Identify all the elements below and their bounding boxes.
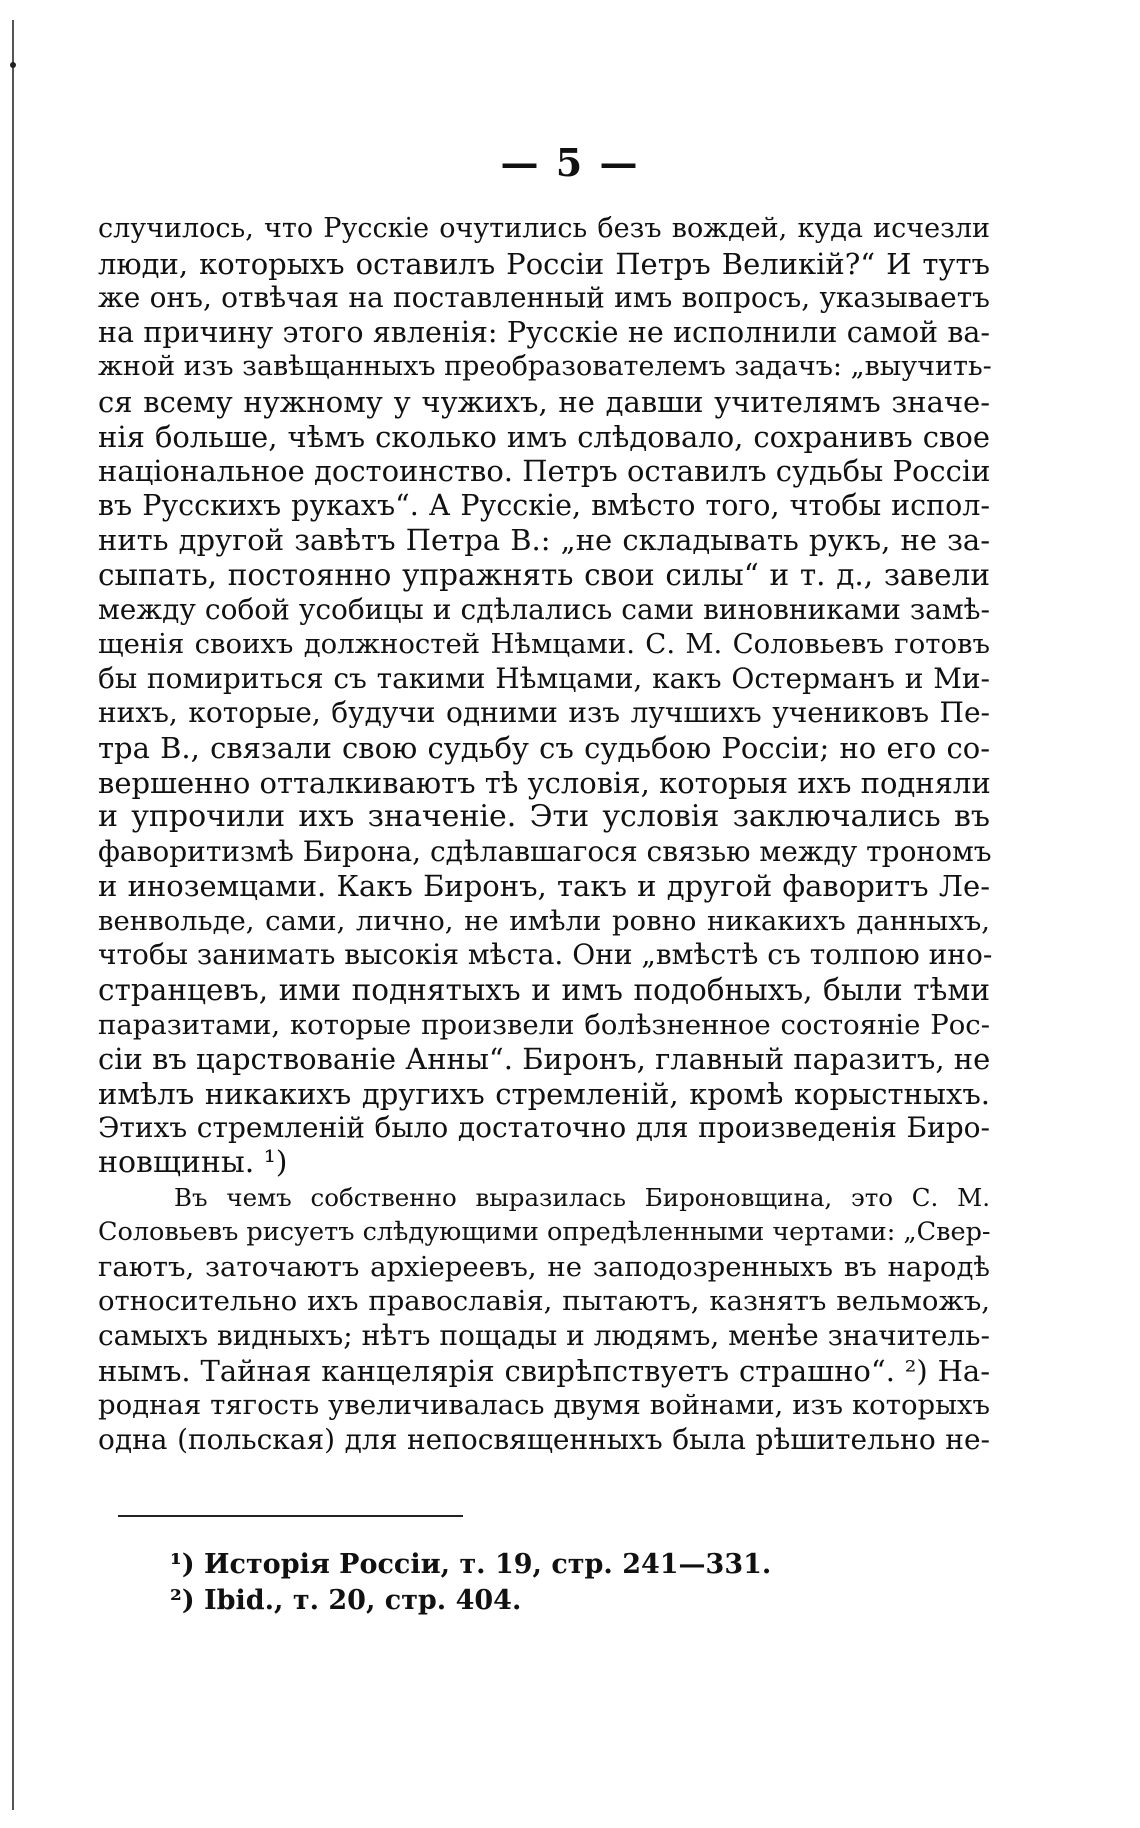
- text-line: случилось, что Русскіе очутились безъ вождей, куда исчезли: [98, 213, 990, 244]
- text-line: паразитами, которые произвели болѣзненное состояніе Рос-: [98, 1008, 990, 1041]
- footnotes: [170, 1547, 970, 1619]
- text-line: нія больше, чѣмъ сколько имъ слѣдовало, сохранивъ свое: [98, 419, 990, 454]
- text-line: люди, которыхъ оставилъ Россіи Петръ Великій?“ И тутъ: [98, 246, 990, 281]
- text-line: странцевъ, ими поднятыхъ и имъ подобныхъ, были тѣми: [98, 973, 990, 1008]
- text-line: Соловьевъ рисуетъ слѣдующими опредѣленными чертами: „Свер-: [98, 1217, 991, 1248]
- text-line: же онъ, отвѣчая на поставленный имъ вопросъ, указываетъ: [98, 281, 990, 315]
- text-line: національное достоинство. Петръ оставилъ судьбы Россіи: [98, 454, 991, 489]
- text-line: жной изъ завѣщанныхъ преобразователемъ задачъ: „выучить-: [98, 351, 992, 383]
- text-line: чтобы занимать высокія мѣста. Они „вмѣстѣ съ толпою ино-: [98, 938, 993, 972]
- page-number: — 5 —: [500, 140, 640, 185]
- text-line: между собой усобицы и сдѣлались сами виновниками замѣ-: [98, 592, 990, 626]
- text-line: новщины. ¹): [98, 1145, 288, 1181]
- text-line: тра В., связали свою судьбу съ судьбою Россіи; но его со-: [98, 730, 990, 765]
- text-line: гаютъ, заточаютъ архіереевъ, не заподозренныхъ въ народѣ: [98, 1250, 990, 1283]
- text-line: Этихъ стремленій было достаточно для произведенія Биро-: [98, 1111, 990, 1145]
- text-line: и упрочили ихъ значеніе. Эти условія заключались въ: [98, 799, 990, 835]
- text-line: бы помириться съ такими Нѣмцами, какъ Остерманъ и Ми-: [98, 661, 990, 695]
- text-line: фаворитизмѣ Бирона, сдѣлавшагося связью между трономъ: [98, 834, 992, 868]
- text-line: на причину этого явленія: Русскіе не исполнили самой ва-: [98, 315, 990, 349]
- text-line: Въ чемъ собственно выразилась Бироновщина, это С. М.: [174, 1182, 990, 1212]
- scan-mark: [10, 62, 16, 68]
- text-line: родная тягость увеличивалась двумя войнами, изъ которыхъ: [98, 1389, 990, 1422]
- text-line: ся всему нужному у чужихъ, не давши учителямъ значе-: [98, 384, 990, 419]
- scan-edge-line: [12, 20, 14, 1810]
- text-line: относительно ихъ православія, пытаютъ, казнятъ вельможъ,: [98, 1285, 990, 1318]
- text-line: въ Русскихъ рукахъ“. А Русскіе, вмѣсто того, чтобы испол-: [98, 488, 990, 522]
- text-line: самыхъ видныхъ; нѣтъ пощады и людямъ, менѣе значитель-: [98, 1319, 990, 1352]
- text-line: щенія своихъ должностей Нѣмцами. С. М. Соловьевъ готовъ: [98, 628, 990, 661]
- footnote-2: ²) Ibid., т. 20, стр. 404.: [170, 1585, 522, 1616]
- text-line: и иноземцами. Какъ Биронъ, такъ и другой фаворитъ Ле-: [98, 869, 990, 904]
- text-line: имѣлъ никакихъ другихъ стремленій, кромѣ корыстныхъ.: [98, 1076, 990, 1111]
- body-text: [98, 212, 993, 1457]
- text-line: одна (польская) для непосвященныхъ была рѣшительно не-: [98, 1422, 990, 1456]
- text-line: сіи въ царствованіе Анны“. Биронъ, главный паразитъ, не: [98, 1042, 991, 1077]
- footnote-divider: [118, 1515, 463, 1517]
- text-line: венвольде, сами, лично, не имѣли ровно никакихъ данныхъ,: [98, 904, 990, 937]
- footnote-1: ¹) Исторія Россіи, т. 19, стр. 241—331.: [170, 1549, 772, 1580]
- text-line: нихъ, которые, будучи одними изъ лучшихъ учениковъ Пе-: [98, 696, 990, 730]
- text-line: вершенно отталкиваютъ тѣ условія, которыя ихъ подняли: [98, 765, 991, 800]
- text-line: нымъ. Тайная канцелярія свирѣпствуетъ страшно“. ²) На-: [98, 1353, 990, 1388]
- text-line: сыпать, постоянно упражнять свои силы“ и т. д., завели: [98, 557, 990, 592]
- text-line: нить другой завѣтъ Петра В.: „не складывать рукъ, не за-: [98, 523, 990, 558]
